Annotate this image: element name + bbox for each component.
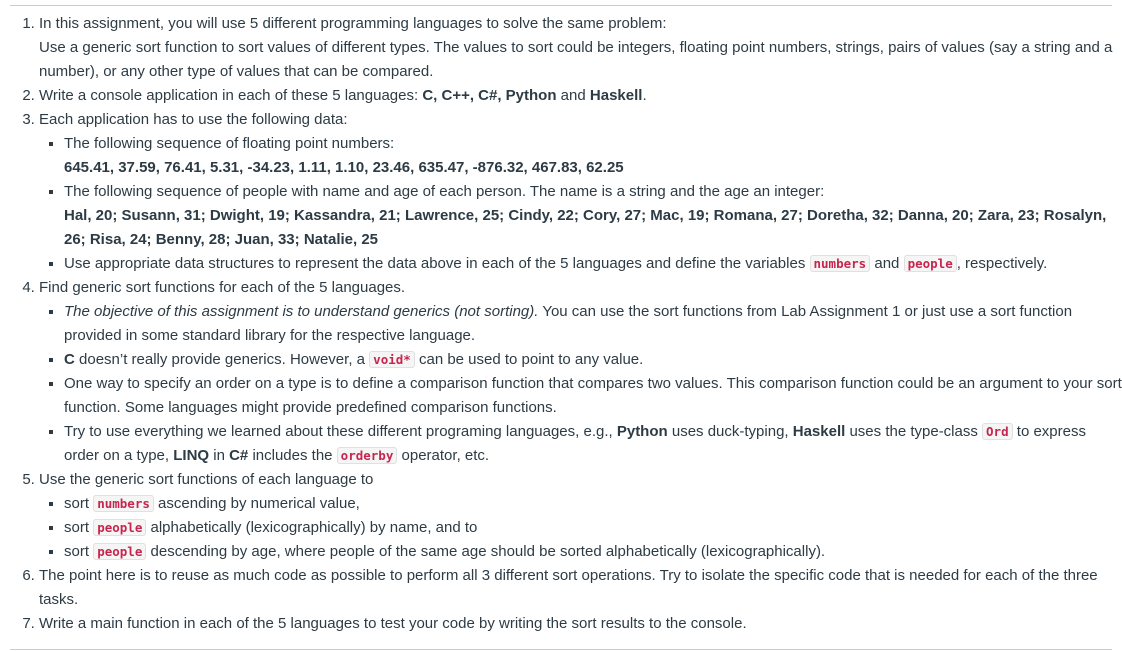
- item-text: You can use the sort functions from Lab Assignment 1 or just use a sort function provided in some standard library for the respective language.: [64, 303, 1073, 344]
- sub-list-item: [64, 516, 1122, 540]
- language-haskell: Haskell: [792, 423, 846, 440]
- item-text: uses duck-typing,: [667, 423, 793, 440]
- item-text: doesn’t really provide generics. However, a: [74, 351, 370, 368]
- sub-list: [39, 132, 1122, 276]
- item-text: In this assignment, you will use 5 different programming languages to solve the same problem:: [39, 15, 667, 32]
- code-void-pointer: void*: [369, 351, 415, 368]
- item-text: descending by age, where people of the same age should be sorted alphabetically (lexicographically).: [146, 543, 826, 560]
- item-text: sort: [64, 495, 94, 512]
- item-text: includes the: [248, 447, 337, 464]
- item-text: Find generic sort functions for each of the 5 languages.: [39, 279, 406, 296]
- item-text: operator, etc.: [397, 447, 490, 464]
- language-haskell: Haskell: [589, 87, 643, 104]
- instruction-list: [0, 12, 1122, 636]
- list-item: [39, 84, 1122, 108]
- sub-list-item: [64, 300, 1122, 348]
- item-text: Write a main function in each of the 5 languages to test your code by writing the sort results to the console.: [39, 615, 747, 632]
- numbers-data: 645.41, 37.59, 76.41, 5.31, -34.23, 1.11, 1.10, 23.46, 635.47, -876.32, 467.83, 62.25: [64, 159, 624, 176]
- item-text: The point here is to reuse as much code as possible to perform all 3 different sort operations. Try to isolate the specific code that is needed for each of the three tasks.: [39, 567, 1098, 608]
- item-text: can be used to point to any value.: [414, 351, 644, 368]
- top-divider: [10, 5, 1112, 6]
- sub-list: [39, 300, 1122, 468]
- code-numbers: numbers: [93, 495, 154, 512]
- item-text: .: [642, 87, 647, 104]
- item-text: Use the generic sort functions of each language to: [39, 471, 374, 488]
- item-text: to express order on a type,: [64, 423, 1086, 464]
- item-text: and: [556, 87, 590, 104]
- bottom-divider: [10, 649, 1112, 650]
- item-text: One way to specify an order on a type is to define a comparison function that compares two values. This comparison function could be an argument to your sort function. Some languages might provide predefined comparison functions.: [64, 375, 1122, 416]
- objective-note: The objective of this assignment is to understand generics (not sorting).: [64, 303, 539, 320]
- assignment-content: [0, 12, 1122, 636]
- item-text: in: [209, 447, 230, 464]
- item-text: The following sequence of floating point numbers:: [64, 135, 395, 152]
- item-text: Write a console application in each of these 5 languages:: [39, 87, 423, 104]
- item-text: uses the type-class: [845, 423, 983, 440]
- sub-list-item: [64, 420, 1122, 468]
- language-python: Python: [616, 423, 668, 440]
- sub-list-item: [64, 252, 1122, 276]
- list-item: [39, 276, 1122, 468]
- sub-list-item: [64, 180, 1122, 252]
- sub-list-item: [64, 492, 1122, 516]
- sub-list: [39, 492, 1122, 564]
- item-text: alphabetically (lexicographically) by name, and to: [146, 519, 478, 536]
- languages-list: C, C++, C#, Python: [422, 87, 557, 104]
- code-people: people: [93, 519, 146, 536]
- item-text: Use appropriate data structures to represent the data above in each of the 5 languages and define the variables: [64, 255, 810, 272]
- sub-list-item: [64, 540, 1122, 564]
- item-text: Each application has to use the following data:: [39, 111, 348, 128]
- list-item: [39, 12, 1122, 84]
- item-text: ascending by numerical value,: [153, 495, 360, 512]
- code-people: people: [93, 543, 146, 560]
- list-item: [39, 612, 1122, 636]
- sub-list-item: [64, 132, 1122, 180]
- list-item: [39, 564, 1122, 612]
- language-c: C: [64, 351, 75, 368]
- item-text: The following sequence of people with name and age of each person. The name is a string and the age an integer:: [64, 183, 825, 200]
- problem-statement: Use a generic sort function to sort values of different types. The values to sort could be integers, floating point numbers, strings, pairs of values (say a string and a number), or any other type of values that can be compared.: [39, 39, 1113, 80]
- sub-list-item: [64, 372, 1122, 420]
- code-numbers: numbers: [810, 255, 871, 272]
- people-data: Hal, 20; Susann, 31; Dwight, 19; Kassandra, 21; Lawrence, 25; Cindy, 22; Cory, 27; Mac, 19; Romana, 27; Doretha, 32; Danna, 20; Zara, 23; Rosalyn, 26; Risa, 24; Benny, 28; Juan, 33; Natalie, 25: [64, 207, 1107, 248]
- item-text: , respectively.: [956, 255, 1048, 272]
- item-text: Try to use everything we learned about these different programing languages, e.g.,: [64, 423, 617, 440]
- language-csharp: C#: [229, 447, 249, 464]
- item-text: sort: [64, 543, 94, 560]
- code-ord: Ord: [982, 423, 1013, 440]
- item-text: and: [870, 255, 904, 272]
- list-item: [39, 108, 1122, 276]
- code-orderby: orderby: [337, 447, 398, 464]
- code-people: people: [904, 255, 957, 272]
- sub-list-item: [64, 348, 1122, 372]
- linq-term: LINQ: [173, 447, 210, 464]
- list-item: [39, 468, 1122, 564]
- item-text: sort: [64, 519, 94, 536]
